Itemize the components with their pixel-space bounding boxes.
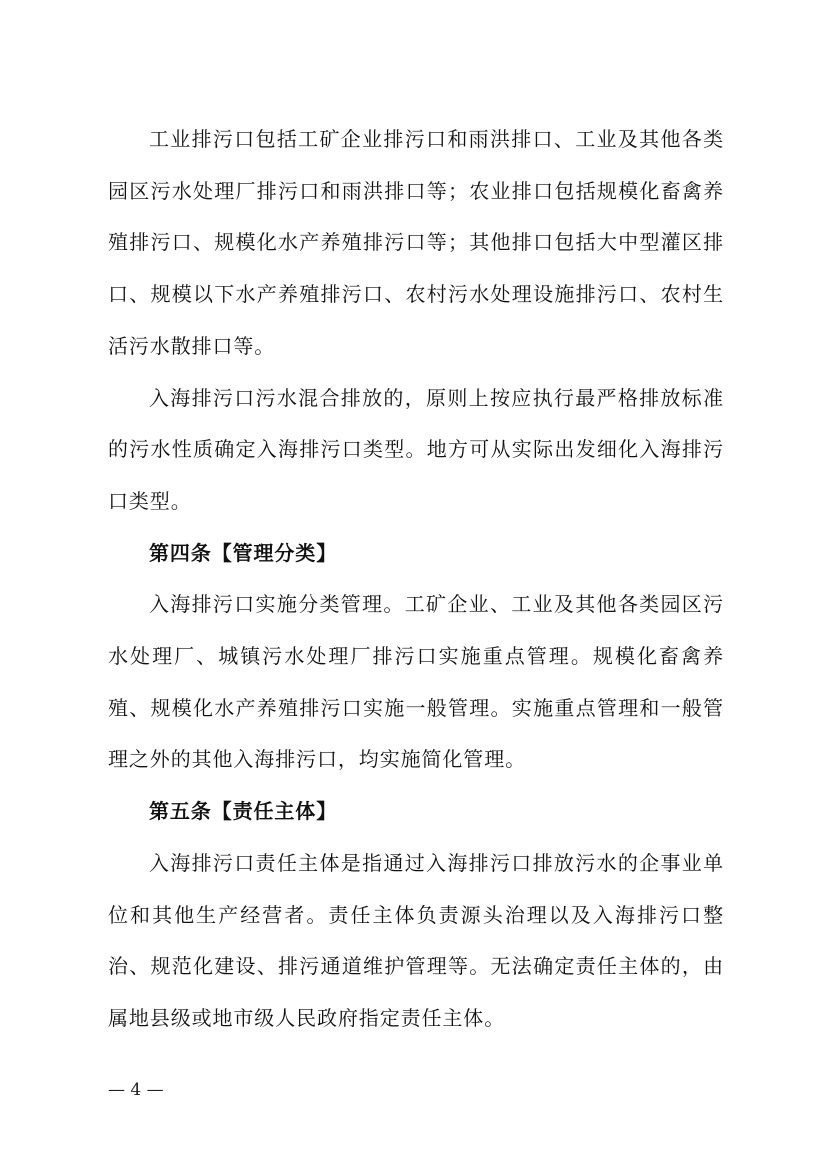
paragraph-management-classification: 入海排污口实施分类管理。工矿企业、工业及其他各类园区污水处理厂、城镇污水处理厂排污口实施重点管理。规模化畜禽养殖、规模化水产养殖排污口实施一般管理。实施重点管理和一般管理之外的其他入海排污口，均实施简化管理。 bbox=[108, 592, 724, 772]
paragraph-mixed-discharge: 入海排污口污水混合排放的，原则上按应执行最严格排放标准的污水性质确定入海排污口类型。地方可从实际出发细化入海排污口类型。 bbox=[108, 385, 724, 513]
paragraph-outfall-categories: 工业排污口包括工矿企业排污口和雨洪排口、工业及其他各类园区污水处理厂排污口和雨洪排口等；农业排口包括规模化畜禽养殖排污口、规模化水产养殖排污口等；其他排口包括大中型灌区排口、规模以下水产养殖排污口、农村污水处理设施排污口、农村生活污水散排口等。 bbox=[108, 127, 724, 358]
article-5-heading: 第五条【责任主体】 bbox=[149, 799, 338, 824]
page-number: — 4 — bbox=[108, 1080, 164, 1100]
article-4-heading: 第四条【管理分类】 bbox=[149, 540, 338, 565]
paragraph-responsible-party: 入海排污口责任主体是指通过入海排污口排放污水的企事业单位和其他生产经营者。责任主体负责源头治理以及入海排污口整治、规范化建设、排污通道维护管理等。无法确定责任主体的，由属地县级或地市级人民政府指定责任主体。 bbox=[108, 850, 724, 1030]
document-body bbox=[108, 114, 724, 1045]
